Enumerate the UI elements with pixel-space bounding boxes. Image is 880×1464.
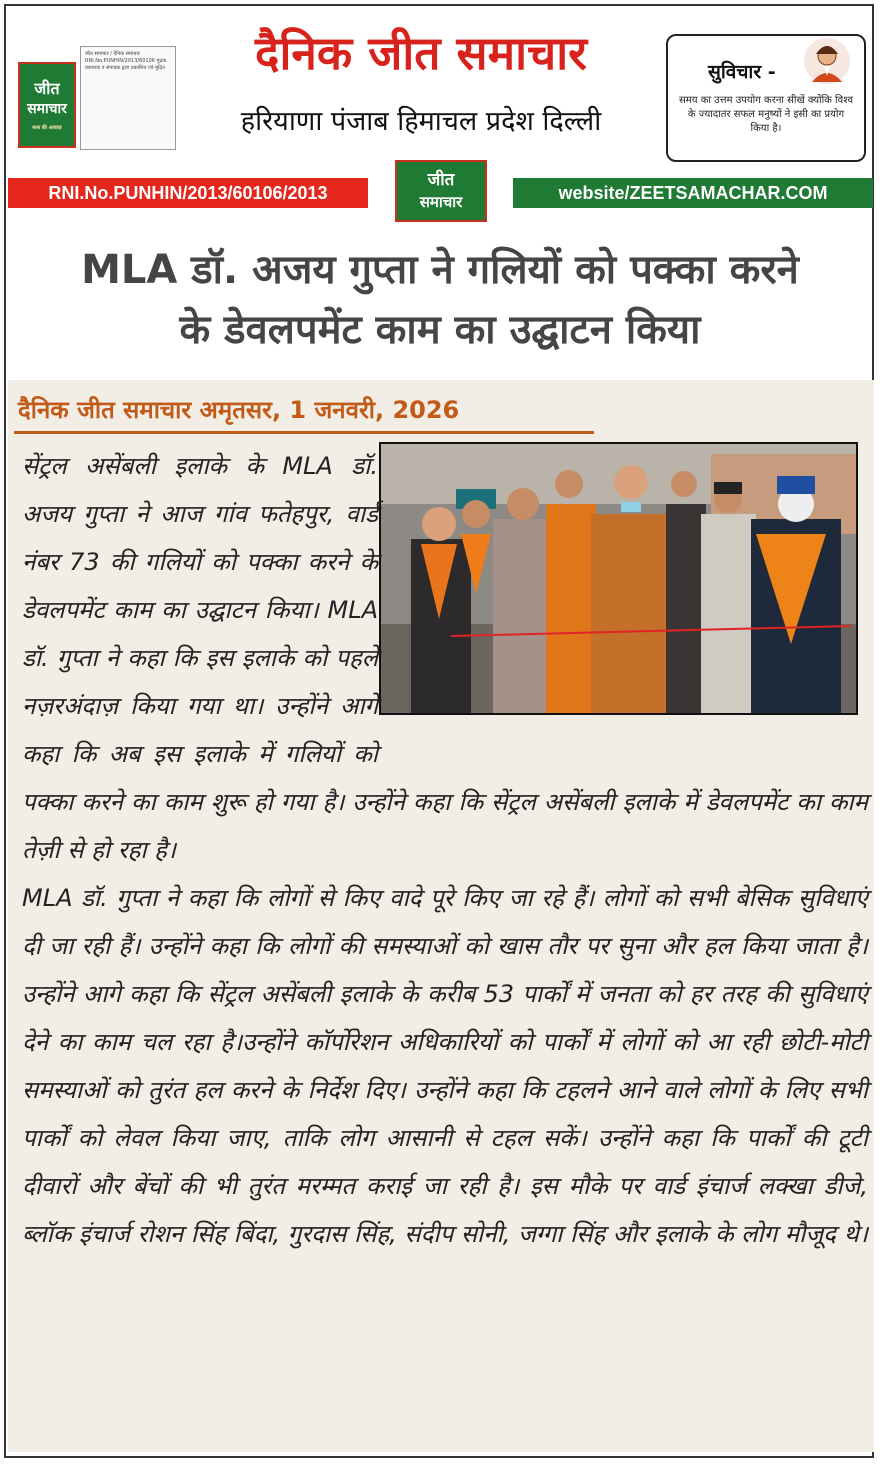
logo-tagline: सत्य की आवाज़ [32,125,62,131]
dateline-underline [14,431,594,434]
article-paragraph-2: MLA डॉ. गुप्ता ने कहा कि लोगों से किए वादे पूरे किए जा रहे हैं। लोगों को सभी बेसिक सुविधाएं दी जा रही हैं। उन्होंने कहा कि लोगों की समस्याओं को खास तौर पर सुना और हल किया जाता है। उन्होंने आगे कहा कि सेंट्रल असेंबली इलाके के करीब 53 पार्कों में जनता को हर तरह की सुविधाएं देने का काम चल रहा है।उन्होंने कॉर्पोरेशन अधिकारियों को पार्कों में लोगों को आ रही छोटी-मोटी समस्याओं को तुरंत हल करने के निर्देश दिए। उन्होंने कहा कि टहलने आने वाले लोगों के लिए सभी पार्कों को लेवल किया जाए, ताकि लोग आसानी से टहल सकें। उन्होंने कहा कि पार्कों की टूटी दीवारों और बेंचों की भी तुरंत मरम्मत कराई जा रही है। इस मौके पर वार्ड इंचार्ज लक्खा डीजे, ब्लॉक इंचार्ज रोशन सिंह बिंदा, गुरदास सिंह, संदीप सोनी, जग्गा सिंह और इलाके के लोग मौजूद थे। [22,884,868,1248]
logo-line1: जीत [34,79,60,98]
center-logo-line1: जीत [427,170,455,190]
registration-document: जीत समाचार / दैनिक समाचार RNI.No.PUNHIN/2013/60106 मुद्रक, प्रकाशक व संपादक द्वारा प्रकाशित एवं मुद्रित [80,46,176,150]
article-body [22,442,868,1258]
article-paragraph-1: सेंट्रल असेंबली इलाके के MLA डॉ. अजय गुप्ता ने आज गांव फतेहपुर, वार्ड नंबर 73 की गलियों को पक्का करने के डेवलपमेंट काम का उद्घाटन किया। MLA डॉ. गुप्ता ने कहा कि इस इलाके को पहले नज़रअंदाज़ किया गया था। उन्होंने आगे कहा कि अब इस इलाके में गलियों को पक्का करने का काम शुरू हो गया है। उन्होंने कहा कि सेंट्रल असेंबली इलाके में डेवलपमेंट का काम तेज़ी से हो रहा है। [22,452,868,864]
headline-line2: के डेवलपमेंट काम का उद्घाटन किया [179,307,701,353]
center-logo-line2: समाचार [419,193,463,211]
thought-text: समय का उत्तम उपयोग करना सीखें क्योंकि विश्व के ज्यादातर सफल मनुष्यों ने इसी का प्रयोग किया है। [678,95,854,134]
newspaper-subtitle: हरियाणा पंजाब हिमाचल प्रदेश दिल्ली [240,106,602,137]
logo-line2: समाचार [27,101,67,117]
thought-heading: सुविचार - [708,61,776,83]
rni-number-strip: RNI.No.PUNHIN/2013/60106/2013 [8,178,368,208]
headline-line1: MLA डॉ. अजय गुप्ता ने गलियों को पक्का करने [81,247,799,293]
newspaper-title: दैनिक जीत समाचार [255,26,587,80]
photo-float-spacer [378,442,868,762]
masthead-logo [18,62,76,148]
sage-icon [802,36,852,86]
thought-of-the-day-box [666,34,866,162]
article-dateline: दैनिक जीत समाचार अमृतसर, 1 जनवरी, 2026 [18,396,460,424]
website-strip: website/ZEETSAMACHAR.COM [513,178,873,208]
article-headline [8,240,872,360]
center-logo [395,160,487,222]
